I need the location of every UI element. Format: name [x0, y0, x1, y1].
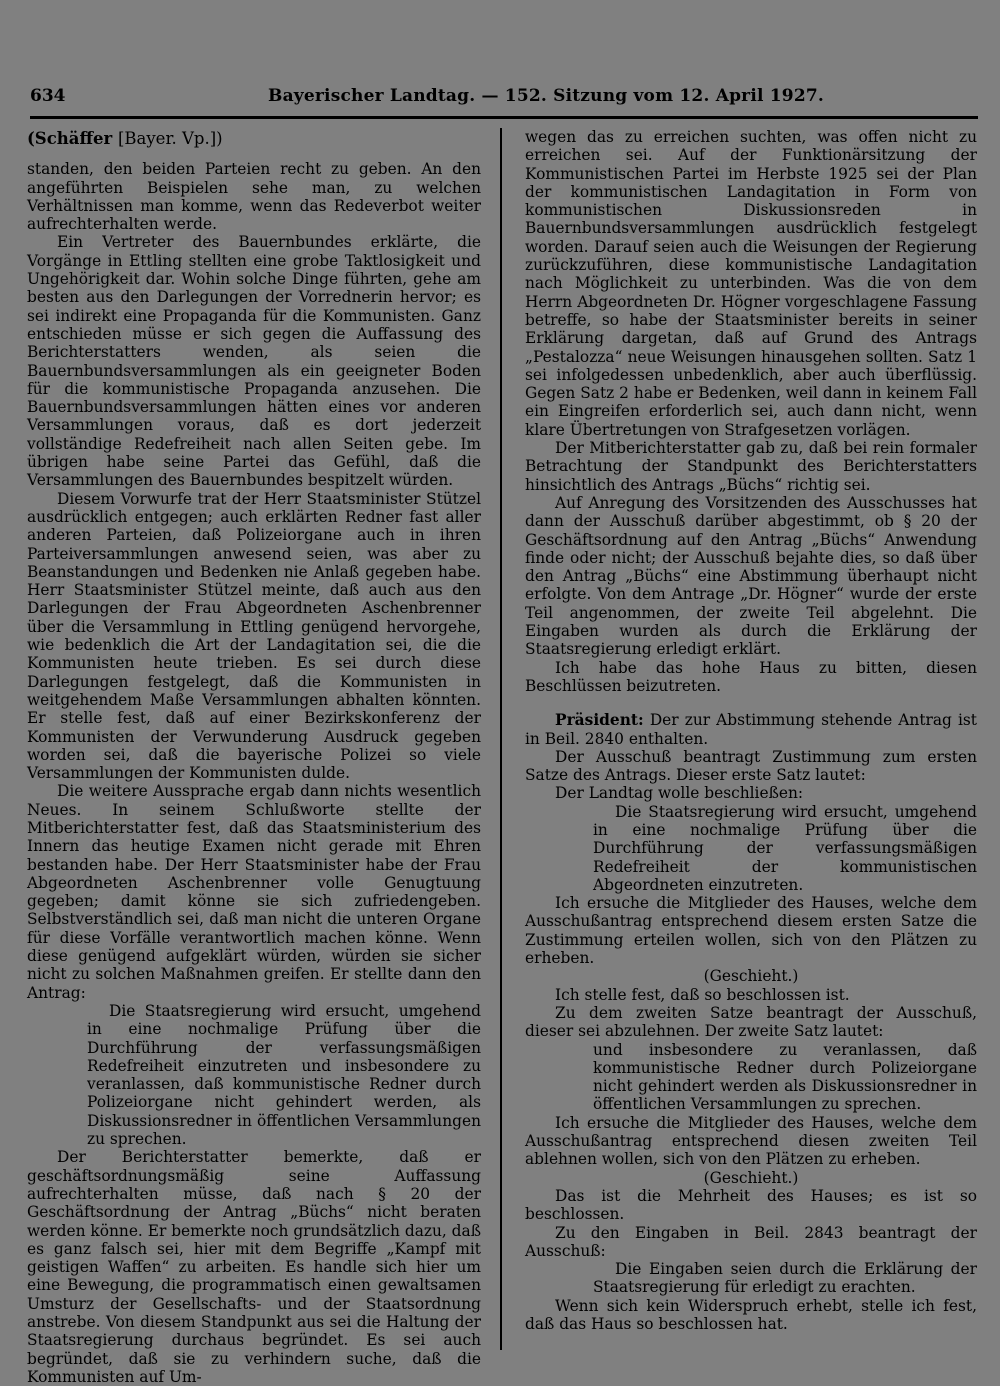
page-header — [30, 86, 975, 110]
paragraph: Zu dem zweiten Satze beantragt der Ausschuß, dieser sei abzulehnen. Der zweite Satz lautet: — [525, 1003, 977, 1041]
paragraph: Zu den Eingaben in Beil. 2843 beantragt der Ausschuß: — [525, 1223, 977, 1260]
speaker-heading — [27, 130, 481, 148]
motion-quote: Die Staatsregierung wird ersucht, umgehend in eine nochmalige Prüfung über die Durchführung der verfassungsmäßigen Redefreiheit der kommunistischen Abgeordneten einzutreten. — [593, 802, 977, 894]
paragraph: Der Mitberichterstatter gab zu, daß bei rein formaler Betrachtung der Standpunkt des Berichterstatters hinsichtlich des Antrags „Büchs“ richtig sei. — [525, 439, 977, 494]
paragraph: Der Ausschuß beantragt Zustimmung zum ersten Satze des Antrags. Dieser erste Satz lautet: — [525, 747, 977, 785]
motion-quote: Die Staatsregierung wird ersucht, umgehend in eine nochmalige Prüfung über die Durchführung der verfassungsmäßigen Redefreiheit einzutreten und insbesondere zu veranlassen, daß kommunistische Redner durch Polizeiorgane nicht gehindert werden, als Diskussionsredner in öffentlichen Versammlungen zu sprechen. — [87, 1001, 481, 1149]
paragraph: Ich ersuche die Mitglieder des Hauses, welche dem Ausschußantrag entsprechend diesen zweiten Teil ablehnen wollen, sich von den Plätzen zu erheben. — [525, 1113, 977, 1169]
running-title: Bayerischer Landtag. — 152. Sitzung vom 12. April 1927. — [268, 86, 824, 106]
right-column — [525, 128, 977, 1333]
speaker-name: (Schäffer — [27, 129, 113, 148]
paragraph: Wenn sich kein Widerspruch erhebt, stelle ich fest, daß das Haus so beschlossen hat. — [525, 1296, 977, 1333]
motion-quote: Die Eingaben seien durch die Erklärung der Staatsregierung für erledigt zu erachten. — [593, 1260, 977, 1297]
paragraph: Diesem Vorwurfe trat der Herr Staatsminister Stützel ausdrücklich entgegen; auch erklärten Redner fast aller anderen Parteien, daß Polizeiorgane auch in ihren Parteiversammlungen anwesend seien, was aber zu Beanstandungen und Bedenken nie Anlaß gegeben habe. Herr Staatsminister Stützel meinte, daß auch aus den Darlegungen der Frau Abgeordneten Aschenbrenner über die Versammlung in Ettling genügend hervorgehe, wie bedenklich die Art der Landagitation sei, die die Kommunisten heute trieben. Es sei durch diese Darlegungen festgelegt, daß die Kommunisten in weitgehendem Maße Versammlungen abhalten könnten. Er stelle fest, daß auf einer Bezirkskonferenz der Kommunisten der Verwunderung Ausdruck gegeben worden sei, daß die bayerische Polizei so viele Versammlungen der Kommunisten dulde. — [27, 489, 481, 783]
paragraph: Der Landtag wolle beschließen: — [555, 784, 804, 803]
speaker-party: [Bayer. Vp.]) — [117, 129, 223, 148]
stage-direction: (Geschieht.) — [703, 967, 799, 986]
president-text: Der zur Abstimmung stehende Antrag ist in Beil. 2840 enthalten. — [525, 711, 977, 748]
paragraph: wegen das zu erreichen suchten, was offen nicht zu erreichen sei. Auf der Funktionärsitzung der Kommunistischen Partei im Herbste 1925 sei der Plan der kommunistischen Landagitation in Form von kommunistischen Diskussionsreden in Bauernbundsversammlungen ausdrücklich festgelegt worden. Darauf seien auch die Weisungen der Regierung zurückzuführen, diese kommunistische Landagitation nach Möglichkeit zu unterbinden. Was die von dem Herrn Abgeordneten Dr. Högner vorgeschlagene Fassung betreffe, so habe der Staatsminister bereits in seiner Erklärung dargetan, daß auf Grund des Antrags „Pestalozza“ neue Weisungen hinausgehen sollten. Satz 1 sei infolgedessen unbedenklich, aber auch überflüssig. Gegen Satz 2 habe er Bedenken, weil dann in keinem Fall ein Eingreifen erforderlich sei, auch dann nicht, wenn klare Übertretungen von Strafgesetzen vorlägen. — [525, 128, 977, 439]
left-column — [27, 128, 481, 1386]
paragraph: Auf Anregung des Vorsitzenden des Ausschusses hat dann der Ausschuß darüber abgestimmt, ob § 20 der Geschäftsordnung auf den Antrag „Büchs“ Anwendung finde oder nicht; der Ausschuß bejahte dies, so daß über den Antrag „Büchs“ eine Abstimmung überhaupt nicht erfolgte. Von dem Antrage „Dr. Högner“ wurde der erste Teil angenommen, der zweite Teil abgelehnt. Die Eingaben wurden als durch die Erklärung der Staatsregierung erledigt erklärt. — [525, 493, 977, 659]
motion-quote: und insbesondere zu veranlassen, daß kommunistische Redner durch Polizeiorgane nicht gehindert werden als Diskussionsredner in öffentlichen Versammlungen zu sprechen. — [593, 1040, 977, 1114]
president-statement — [525, 711, 977, 748]
president-label: Präsident: — [555, 711, 644, 730]
page-number: 634 — [30, 86, 66, 106]
column-divider — [500, 128, 502, 1350]
paragraph: Ich ersuche die Mitglieder des Hauses, welche dem Ausschußantrag entsprechend diesem ersten Satze die Zustimmung erteilen wollen, sich von den Plätzen zu erheben. — [525, 894, 977, 968]
paragraph: Ein Vertreter des Bauernbundes erklärte, die Vorgänge in Ettling stellten eine grobe Taktlosigkeit und Ungehörigkeit dar. Wohin solche Dinge führten, gehe am besten aus den Darlegungen der Vorrednerin hervor; es sei indirekt eine Propaganda für die Kommunisten. Ganz entschieden müsse er sich gegen die Auffassung des Berichterstatters wenden, als seien die Bauernbundsversammlungen als ein geeigneter Boden für die kommunistische Propaganda anzusehen. Die Bauernbundsversammlungen hätten eines vor anderen Versammlungen voraus, daß es dort jederzeit vollständige Redefreiheit nach allen Seiten gebe. Im übrigen habe seine Partei das Gefühl, daß die Versammlungen des Bauernbundes bespitzelt würden. — [27, 233, 481, 490]
paragraph: standen, den beiden Parteien recht zu geben. An den angeführten Beispielen sehe man, zu welchen Verhältnissen man komme, wenn das Redeverbot weiter aufrechterhalten werde. — [27, 160, 481, 234]
stage-direction: (Geschieht.) — [703, 1168, 799, 1187]
paragraph: Der Berichterstatter bemerkte, daß er geschäftsordnungsmäßig seine Auffassung aufrechterhalten müsse, daß nach § 20 der Geschäftsordnung der Antrag „Büchs“ nicht beraten werden könne. Er bemerkte noch grundsätzlich dazu, daß es ganz falsch sei, hier mit dem Begriffe „Kampf mit geistigen Waffen“ zu arbeiten. Es handle sich hier um eine Bewegung, die programmatisch einen gewaltsamen Umsturz der Gesellschafts- und der Staatsordnung anstrebe. Von diesem Standpunkt aus sei die Haltung der Staatsregierung durchaus begründet. Es sei auch begründet, daß sie zu verhindern suche, daß die Kommunisten auf Um- — [27, 1148, 481, 1386]
header-rule — [30, 116, 978, 119]
paragraph: Ich stelle fest, daß so beschlossen ist. — [555, 985, 850, 1004]
paragraph: Die weitere Aussprache ergab dann nichts wesentlich Neues. In seinem Schlußworte stellte der Mitberichterstatter fest, daß das Staatsministerium des Innern das heutige Examen nicht gerade mit Ehren bestanden habe. Der Herr Staatsminister habe der Frau Abgeordneten Aschenbrenner volle Genugtuung gegeben; damit könne sie sich zufriedengeben. Selbstverständlich sei, daß man nicht die unteren Organe für diese Vorfälle verantwortlich machen könne. Wenn diese genügend aufgeklärt würden, würden sie sicher nicht zu solchen Maßnahmen greifen. Er stellte dann den Antrag: — [27, 782, 481, 1002]
paragraph: Ich habe das hohe Haus zu bitten, diesen Beschlüssen beizutreten. — [525, 658, 977, 695]
paragraph: Das ist die Mehrheit des Hauses; es ist so beschlossen. — [525, 1186, 977, 1224]
